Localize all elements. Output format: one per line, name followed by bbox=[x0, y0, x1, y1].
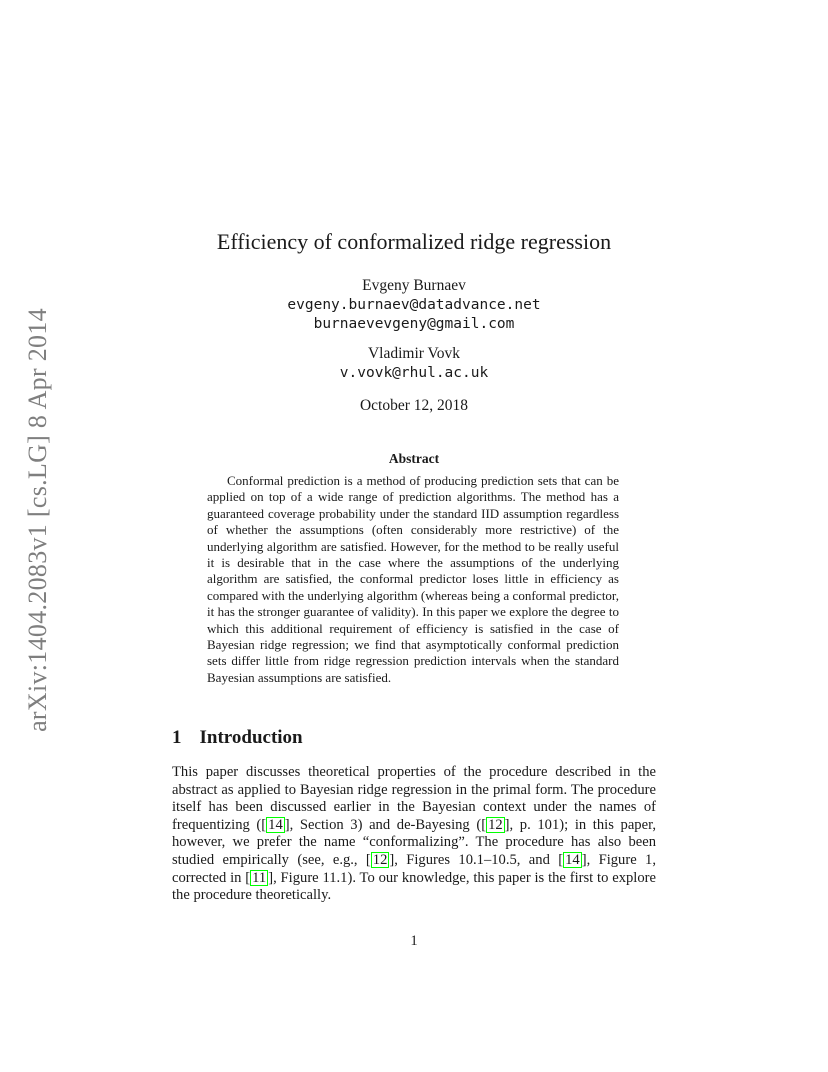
author-email[interactable]: burnaevevgeny@gmail.com bbox=[313, 316, 515, 332]
page-number: 1 bbox=[410, 933, 418, 949]
section-title: Introduction bbox=[199, 727, 303, 748]
section-heading bbox=[172, 727, 303, 749]
citation-link[interactable]: 14 bbox=[268, 816, 283, 833]
intro-text: ], p. 101); in this paper, however, we prefer the name “conformalizing”. The procedure has also been studied empirically (see, e.g., [ bbox=[172, 816, 656, 868]
intro-text: ], Figure 1, corrected in [ bbox=[172, 851, 656, 886]
abstract-heading: Abstract bbox=[388, 451, 440, 466]
intro-text: ], Figure 11.1). To our knowledge, this paper is the first to explore the procedure theoretically. bbox=[172, 869, 656, 904]
intro-text: This paper discusses theoretical properties of the procedure described in the abstract as applied to Bayesian ridge regression in the primal form. The procedure itself has been discussed earlier in the Bayesian context under the names of frequentizing ([ bbox=[172, 764, 656, 833]
introduction-paragraph bbox=[172, 764, 656, 905]
citation-link[interactable]: 14 bbox=[565, 851, 580, 868]
abstract-text: Conformal prediction is a method of producing prediction sets that can be applied on top of a wide range of prediction algorithms. The method has a guaranteed coverage probability under the standard IID assumption regardless of whether the assumptions (often considerably more restrictive) of the underlying algorithm are satisfied. However, for the method to be really useful it is desirable that in the case where the assumptions of the underlying algorithm are satisfied, the conformal predictor loses little in efficiency as compared with the underlying algorithm (whereas being a conformal predictor, it has the stronger guarantee of validity). In this paper we explore the degree to which this additional requirement of efficiency is satisfied in the case of Bayesian ridge regression; we find that asymptotically conformal prediction sets differ little from ridge regression prediction intervals when the standard Bayesian assumptions are satisfied. bbox=[207, 473, 619, 685]
author-email[interactable]: evgeny.burnaev@datadvance.net bbox=[287, 297, 541, 313]
paper-title: Efficiency of conformalized ridge regression bbox=[216, 229, 612, 254]
citation-link[interactable]: 11 bbox=[252, 869, 267, 886]
arxiv-identifier: arXiv:1404.2083v1 [cs.LG] 8 Apr 2014 bbox=[23, 308, 52, 732]
section-number: 1 bbox=[172, 727, 182, 748]
citation-link[interactable]: 12 bbox=[488, 816, 503, 833]
paper-date: October 12, 2018 bbox=[359, 397, 469, 414]
citation-link[interactable]: 12 bbox=[372, 851, 388, 868]
author-email[interactable]: v.vovk@rhul.ac.uk bbox=[339, 365, 489, 381]
author-name: Evgeny Burnaev bbox=[362, 277, 466, 294]
intro-text: ], Section 3) and de-Bayesing ([ bbox=[284, 816, 487, 833]
author-name: Vladimir Vovk bbox=[367, 345, 460, 362]
intro-text: ], Figures 10.1–10.5, and [ bbox=[389, 851, 564, 868]
